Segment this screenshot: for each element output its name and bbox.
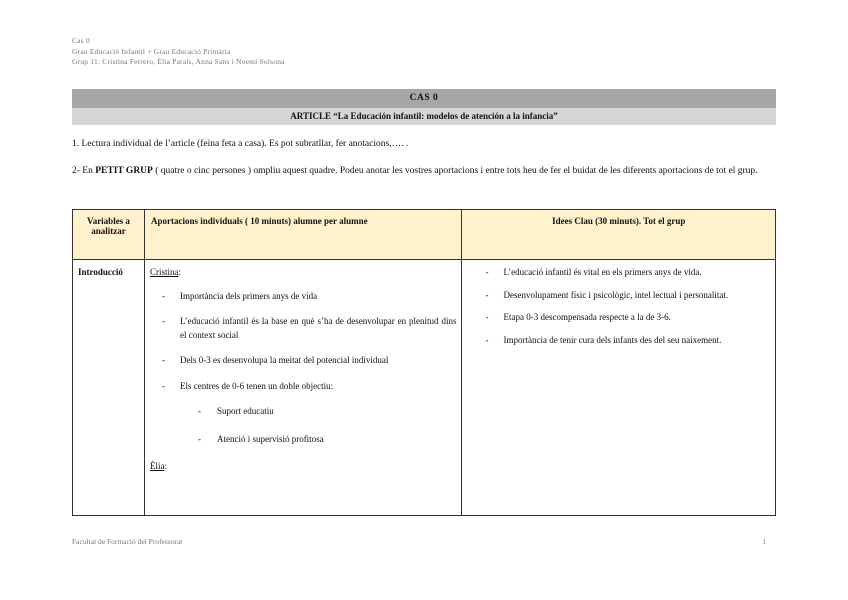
row-label-introduction: Introducció (73, 260, 145, 516)
key-ideas-cell[interactable] (462, 260, 776, 516)
list-item: - Importància de tenir cura dels infants des del seu naixement. (467, 334, 770, 348)
header-group: Grup 11: Cristina Ferrero, Èlia Parals, Anna Sans i Noemi Solsona (72, 57, 285, 66)
article-title-band: ARTICLE “La Educación infantil: modelos de atención a la infancia” (72, 108, 776, 125)
contributor-name: Èlia (149, 461, 165, 471)
instruction-1: 1. Lectura individual de l’article (feina feta a casa). Es pot subratllar, fer anotacions,…. . (72, 139, 409, 149)
contribution-list (150, 290, 457, 394)
footer-faculty: Facultat de Formació del Professorat (72, 537, 183, 546)
instruction-2-prefix: 2- En (72, 166, 96, 176)
individual-contributions-cell[interactable] (144, 260, 462, 516)
header-individual: Aportacions individuals ( 10 minuts) alumne per alumne (144, 210, 462, 260)
list-item: - Desenvolupament físic i psicològic, intel lectual i personalitat. (467, 289, 770, 303)
list-item: - L’educació infantil és la base en què s’ha de desenvolupar en plenitud dins el context social (150, 315, 457, 342)
analysis-table (72, 209, 776, 516)
instruction-2-rest: ( quatre o cinc persones ) ompliu aquest quadre. Podeu anotar les vostres aportacions i entre tots heu de fer el buidat de les diferents aportacions de tot el grup. (152, 166, 758, 176)
header-case: Cas 0 (72, 36, 90, 45)
contributor-name: Cristina (149, 267, 179, 277)
list-item: - Els centres de 0-6 tenen un doble objectiu: (150, 380, 457, 394)
objective-sublist (150, 405, 457, 446)
list-item: - Dels 0-3 es desenvolupa la meitat del potencial individual (150, 354, 457, 368)
list-item: - Atenció i supervisió profitosa (150, 433, 457, 447)
page-header (72, 36, 285, 68)
header-degree: Grau Educació Infantil + Grau Educació Primària (72, 46, 231, 56)
page-number: 1 (762, 537, 766, 546)
contributor-colon: : (178, 267, 181, 277)
page-footer (72, 537, 776, 546)
instruction-2-bold: PETIT GRUP (95, 166, 153, 176)
list-item: - Etapa 0-3 descompensada respecte a la de 3-6. (467, 311, 770, 325)
table-row (73, 260, 776, 516)
case-title-band: CAS 0 (72, 89, 776, 108)
list-item: - Importància dels primers anys de vida (150, 290, 457, 304)
list-item: - L’educació infantil és vital en els primers anys de vida. (467, 266, 770, 280)
instruction-2 (72, 164, 776, 179)
list-item: - Suport educatiu (150, 405, 457, 419)
contributor-cristina (150, 266, 457, 280)
contributor-elia (150, 460, 457, 474)
contributor-colon: : (164, 461, 167, 471)
table-header-row (73, 210, 776, 260)
key-ideas-list (467, 266, 770, 347)
header-variables: Variables a analitzar (73, 210, 145, 260)
header-key-ideas: Idees Clau (30 minuts). Tot el grup (462, 210, 776, 260)
